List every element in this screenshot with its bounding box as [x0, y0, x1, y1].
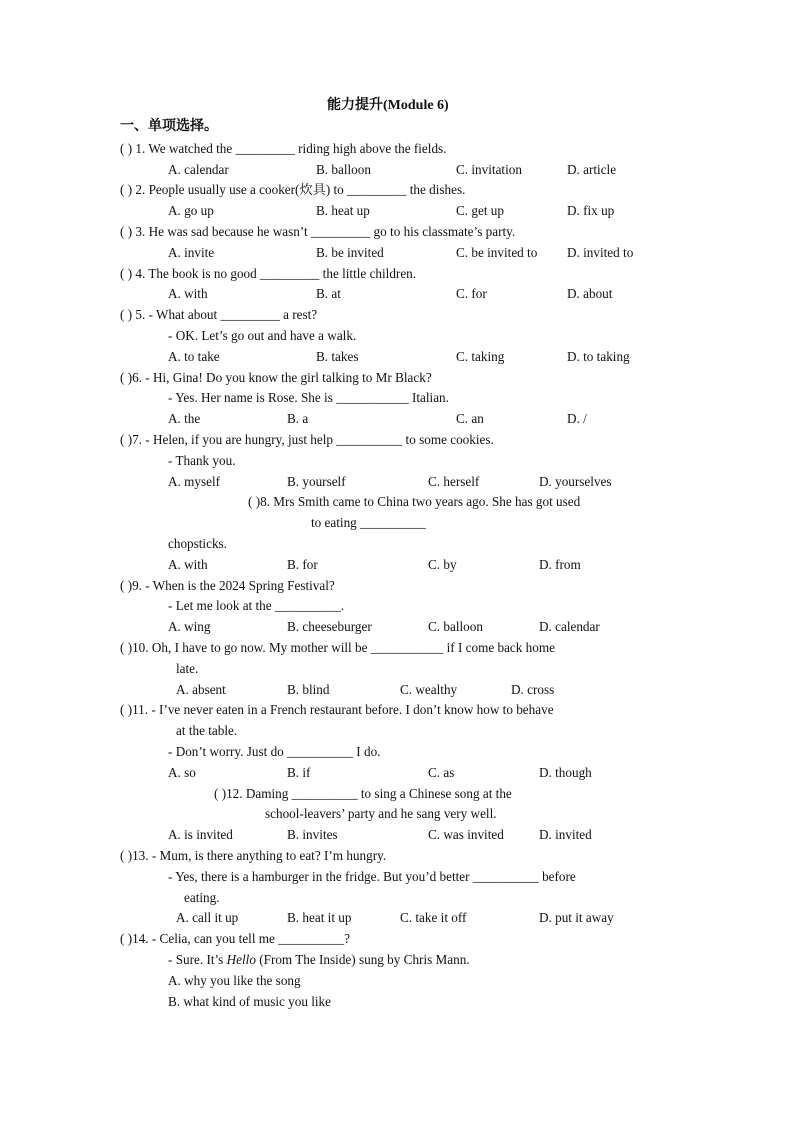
option-b: B. at: [316, 286, 341, 301]
dialogue-line: - OK. Let’s go out and have a walk.: [168, 328, 357, 343]
question-8-continued: to eating __________: [311, 515, 427, 530]
question-7: ( )7. - Helen, if you are hungry, just help __________ to some cookies.: [120, 432, 494, 447]
option-c: C. herself: [428, 474, 480, 489]
question-4: ( ) 4. The book is no good _________ the little children.: [120, 266, 417, 281]
question-12: ( )12. Daming __________ to sing a Chinese song at the: [214, 786, 512, 801]
question-12-continued: school-leavers’ party and he sang very well.: [265, 806, 497, 821]
option-a: A. call it up: [176, 910, 239, 925]
option-a: A. myself: [168, 474, 221, 489]
option-d: D. fix up: [567, 203, 615, 218]
question-3: ( ) 3. He was sad because he wasn’t _________ go to his classmate’s party.: [120, 224, 516, 239]
question-10: ( )10. Oh, I have to go now. My mother will be ___________ if I come back home: [120, 640, 555, 655]
dialogue-line: - Sure. It’s Hello (From The Inside) sung by Chris Mann.: [168, 952, 470, 967]
option-a: A. with: [168, 557, 208, 572]
option-a: A. wing: [168, 619, 211, 634]
option-a: A. the: [168, 411, 201, 426]
option-a: A. so: [168, 765, 196, 780]
option-c: C. by: [428, 557, 457, 572]
question-2: ( ) 2. People usually use a cooker(炊具) to _________ the dishes.: [120, 182, 466, 197]
option-b: B. a: [287, 411, 309, 426]
question-1: ( ) 1. We watched the _________ riding high above the fields.: [120, 141, 447, 156]
option-c: C. invitation: [456, 162, 522, 177]
option-d: D. to taking: [567, 349, 630, 364]
dialogue-line-continued: eating.: [184, 890, 220, 905]
option-b: B. blind: [287, 682, 330, 697]
option-c: C. as: [428, 765, 455, 780]
option-c: C. an: [456, 411, 484, 426]
dialogue-line: - Yes. Her name is Rose. She is ___________ Italian.: [168, 390, 449, 405]
question-8-continued: chopsticks.: [168, 536, 227, 551]
option-b: B. balloon: [316, 162, 371, 177]
option-b: B. if: [287, 765, 311, 780]
option-c: C. get up: [456, 203, 504, 218]
option-d: D. calendar: [539, 619, 600, 634]
option-b: B. invites: [287, 827, 338, 842]
option-a: A. is invited: [168, 827, 233, 842]
option-b: B. be invited: [316, 245, 384, 260]
option-b: B. what kind of music you like: [168, 994, 331, 1009]
question-13: ( )13. - Mum, is there anything to eat? I’m hungry.: [120, 848, 387, 863]
option-a: A. with: [168, 286, 208, 301]
page-title: 能力提升(Module 6): [327, 98, 449, 113]
option-d: D. about: [567, 286, 613, 301]
dialogue-line: - Thank you.: [168, 453, 236, 468]
option-a: A. invite: [168, 245, 215, 260]
question-10-continued: late.: [176, 661, 199, 676]
question-11: ( )11. - I’ve never eaten in a French restaurant before. I don’t know how to behave: [120, 702, 554, 717]
option-c: C. balloon: [428, 619, 483, 634]
dialogue-line: - Yes, there is a hamburger in the fridge. But you’d better __________ before: [168, 869, 576, 884]
option-c: C. was invited: [428, 827, 504, 842]
question-5: ( ) 5. - What about _________ a rest?: [120, 307, 318, 322]
option-a: A. calendar: [168, 162, 229, 177]
option-b: B. heat it up: [287, 910, 352, 925]
option-c: C. for: [456, 286, 487, 301]
option-d: D. put it away: [539, 910, 614, 925]
dialogue-line: - Let me look at the __________.: [168, 598, 345, 613]
question-6: ( )6. - Hi, Gina! Do you know the girl talking to Mr Black?: [120, 370, 432, 385]
option-c: C. take it off: [400, 910, 467, 925]
dialogue-line: - Don’t worry. Just do __________ I do.: [168, 744, 381, 759]
section-heading: 一、单项选择。: [120, 119, 218, 134]
option-d: D. cross: [511, 682, 555, 697]
option-a: A. why you like the song: [168, 973, 301, 988]
option-b: B. takes: [316, 349, 359, 364]
option-d: D. though: [539, 765, 592, 780]
question-9: ( )9. - When is the 2024 Spring Festival?: [120, 578, 335, 593]
question-14: ( )14. - Celia, can you tell me __________?: [120, 931, 350, 946]
option-b: B. yourself: [287, 474, 346, 489]
option-a: A. to take: [168, 349, 220, 364]
option-c: C. taking: [456, 349, 505, 364]
option-d: D. article: [567, 162, 617, 177]
question-8: ( )8. Mrs Smith came to China two years ago. She has got used: [248, 494, 581, 509]
option-c: C. wealthy: [400, 682, 458, 697]
option-a: A. absent: [176, 682, 226, 697]
option-d: D. invited: [539, 827, 592, 842]
option-d: D. /: [567, 411, 587, 426]
option-d: D. from: [539, 557, 581, 572]
question-11-continued: at the table.: [176, 723, 238, 738]
option-b: B. cheeseburger: [287, 619, 372, 634]
option-a: A. go up: [168, 203, 214, 218]
option-d: D. invited to: [567, 245, 634, 260]
option-b: B. for: [287, 557, 318, 572]
option-b: B. heat up: [316, 203, 370, 218]
option-d: D. yourselves: [539, 474, 612, 489]
option-c: C. be invited to: [456, 245, 538, 260]
